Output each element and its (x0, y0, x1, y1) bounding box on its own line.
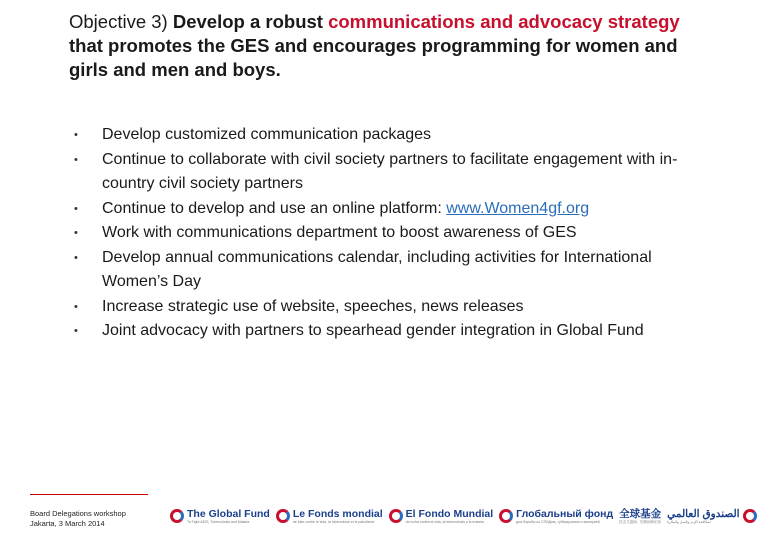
logo-subtitle: 抗击艾滋病、结核病和疟疾 (619, 519, 662, 524)
logo-name: الصندوق العالمي (667, 507, 740, 520)
logo-subtitle: To Fight AIDS, Tuberculosis and Malaria (187, 519, 250, 524)
logo-subtitle: de lutte contre le sida, la tuberculose et le paludisme (292, 519, 375, 524)
bullet-text: Increase strategic use of website, speeches, news releases (102, 297, 524, 315)
logo-spanish (389, 508, 494, 525)
title-part-2: that promotes the GES and encourages programming for women and girls and men and boys. (69, 35, 678, 80)
logo-english (170, 508, 270, 525)
global-fund-logo-icon (276, 509, 290, 523)
logo-subtitle: لمكافحة الإيدز والسل والملاريا (667, 519, 711, 524)
title-part-1: Develop a robust (172, 11, 329, 32)
bullet-text: Continue to develop and use an online platform: (102, 199, 447, 217)
logo-chinese (619, 508, 661, 525)
bullet-text: Develop customized communication packages (102, 126, 432, 143)
logo-name: Глобальный фонд (516, 507, 614, 520)
bullet-list (74, 123, 700, 344)
bullet-dot-icon: • (74, 325, 78, 337)
footer-date: Jakarta, 3 March 2014 (30, 519, 105, 528)
logo-name: 全球基金 (619, 507, 662, 520)
logo-name: Le Fonds mondial (292, 507, 383, 520)
global-fund-logo-icon (389, 509, 403, 523)
women4gf-link[interactable]: www.Women4gf.org (446, 199, 590, 217)
bullet-text: Develop annual communications calendar, including activities for International Women’s Day (102, 248, 652, 290)
logo-name: El Fondo Mundial (405, 507, 494, 520)
logo-french (276, 508, 383, 525)
bullet-text: Continue to collaborate with civil society partners to facilitate engagement with in-country civil society partners (102, 150, 678, 192)
title-accent: communications and advocacy strategy (328, 11, 680, 32)
global-fund-logo-icon (499, 509, 513, 523)
slide-title (69, 10, 709, 82)
bullet-dot-icon: • (74, 129, 78, 141)
bullet-dot-icon: • (74, 202, 78, 215)
list-item (74, 221, 700, 246)
bullet-dot-icon: • (74, 153, 78, 166)
bullet-text: Joint advocacy with partners to spearhead gender integration in Global Fund (102, 322, 644, 339)
footer-caption (30, 509, 126, 529)
list-item (74, 295, 700, 320)
global-fund-logo-icon (170, 509, 184, 523)
bullet-dot-icon: • (74, 227, 78, 239)
title-prefix: Objective 3) (69, 11, 173, 32)
bullet-dot-icon: • (74, 251, 78, 264)
footer-divider (30, 494, 148, 495)
list-item (74, 123, 700, 148)
list-item (74, 148, 700, 197)
list-item (74, 246, 700, 295)
global-fund-logo-strip (170, 503, 740, 529)
bullet-text: Work with communications department to boost awareness of GES (102, 224, 577, 241)
footer-event: Board Delegations workshop (30, 509, 126, 518)
logo-name: The Global Fund (187, 507, 270, 520)
bullet-dot-icon: • (74, 300, 78, 313)
list-item (74, 197, 700, 222)
logo-subtitle: для борьбы со СПИДом, туберкулезом и малярией (516, 519, 600, 524)
list-item (74, 319, 700, 344)
logo-arabic (667, 508, 756, 525)
logo-russian (499, 508, 613, 525)
global-fund-logo-icon (743, 509, 757, 523)
logo-subtitle: de lucha contra el sida, la tuberculosis y la malaria (405, 519, 484, 524)
